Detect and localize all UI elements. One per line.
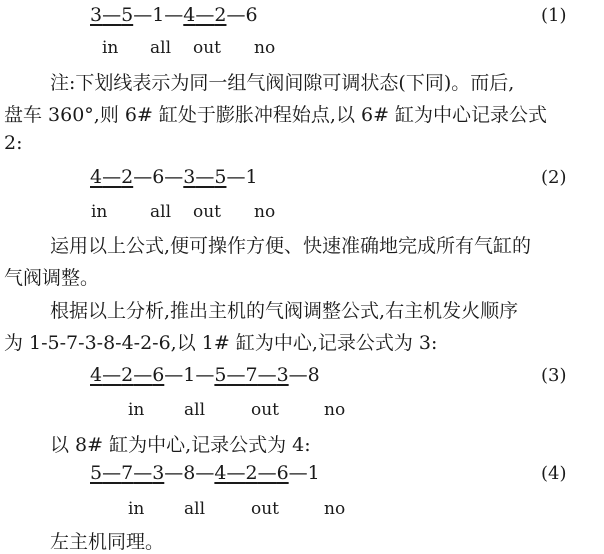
formula-1-label-no: no [254, 38, 276, 58]
formula-2-label-no: no [254, 202, 276, 222]
formula-segment: — [102, 364, 122, 386]
formula-segment: — [133, 462, 153, 484]
formula-segment: — [195, 166, 215, 188]
formula-3-label-no: no [324, 400, 346, 420]
formula-segment: — [133, 364, 153, 386]
formula-3-number: (3) [541, 365, 567, 386]
analysis-line-1: 根据以上分析,推出主机的气阀调整公式,右主机发火顺序 [50, 300, 519, 322]
formula-segment: — [102, 4, 122, 26]
note-line-3: 2: [4, 132, 23, 154]
formula-segment: —1— [133, 4, 184, 26]
formula-segment: 5 [90, 462, 103, 484]
formula-1-number: (1) [541, 5, 567, 26]
formula-1-label-out: out [193, 38, 222, 58]
formula-segment: — [257, 364, 277, 386]
formula-segment: 5 [214, 364, 227, 386]
formula-segment: 3 [90, 4, 103, 26]
formula-4-label-out: out [251, 499, 280, 519]
formula-segment: —1— [164, 364, 215, 386]
formula-segment: —6— [133, 166, 184, 188]
formula-4 [90, 462, 320, 484]
formula-3 [90, 364, 320, 386]
formula-segment: 3 [183, 166, 196, 188]
formula-segment: 7 [121, 462, 134, 484]
formula-4-number: (4) [541, 463, 567, 484]
formula-segment: 3 [152, 462, 165, 484]
formula-4-label-all: all [184, 499, 206, 519]
formula-segment: 4 [90, 364, 103, 386]
formula-1 [90, 4, 258, 26]
formula-2-label-all: all [150, 202, 172, 222]
formula-segment: 2 [245, 462, 258, 484]
center-8-line: 以 8# 缸为中心,记录公式为 4: [50, 434, 311, 456]
usage-line-2: 气阀调整。 [4, 267, 100, 289]
formula-4-label-in: in [128, 499, 145, 519]
formula-segment: —6 [226, 4, 258, 26]
formula-segment: 6 [152, 364, 165, 386]
note-line-1: 注:下划线表示为同一组气阀间隙可调状态(下同)。而后, [50, 72, 515, 94]
formula-segment: — [102, 166, 122, 188]
formula-segment: — [226, 364, 246, 386]
formula-segment: —1 [288, 462, 320, 484]
formula-segment: — [226, 462, 246, 484]
formula-1-label-in: in [102, 38, 119, 58]
formula-segment: 2 [121, 364, 134, 386]
usage-line-1: 运用以上公式,便可操作方便、快速准确地完成所有气缸的 [50, 235, 532, 257]
formula-1-label-all: all [150, 38, 172, 58]
formula-2-label-out: out [193, 202, 222, 222]
formula-segment: 2 [214, 4, 227, 26]
formula-3-label-out: out [251, 400, 280, 420]
formula-segment: 4 [183, 4, 196, 26]
formula-segment: — [257, 462, 277, 484]
formula-2 [90, 166, 258, 188]
formula-2-label-in: in [91, 202, 108, 222]
formula-segment: 2 [121, 166, 134, 188]
formula-segment: —8— [164, 462, 215, 484]
formula-4-label-no: no [324, 499, 346, 519]
formula-segment: 4 [90, 166, 103, 188]
formula-2-number: (2) [541, 167, 567, 188]
formula-segment: — [102, 462, 122, 484]
formula-3-label-in: in [128, 400, 145, 420]
formula-segment: —8 [288, 364, 320, 386]
note-line-2: 盘车 360°,则 6# 缸处于膨胀冲程始点,以 6# 缸为中心记录公式 [4, 104, 548, 126]
closing-line: 左主机同理。 [50, 531, 165, 553]
analysis-line-2: 为 1-5-7-3-8-4-2-6,以 1# 缸为中心,记录公式为 3: [4, 332, 438, 354]
formula-segment: —1 [226, 166, 258, 188]
formula-segment: 5 [121, 4, 134, 26]
formula-segment: — [195, 4, 215, 26]
formula-segment: 4 [214, 462, 227, 484]
formula-segment: 6 [276, 462, 289, 484]
formula-segment: 7 [245, 364, 258, 386]
formula-segment: 5 [214, 166, 227, 188]
formula-3-label-all: all [184, 400, 206, 420]
formula-segment: 3 [276, 364, 289, 386]
